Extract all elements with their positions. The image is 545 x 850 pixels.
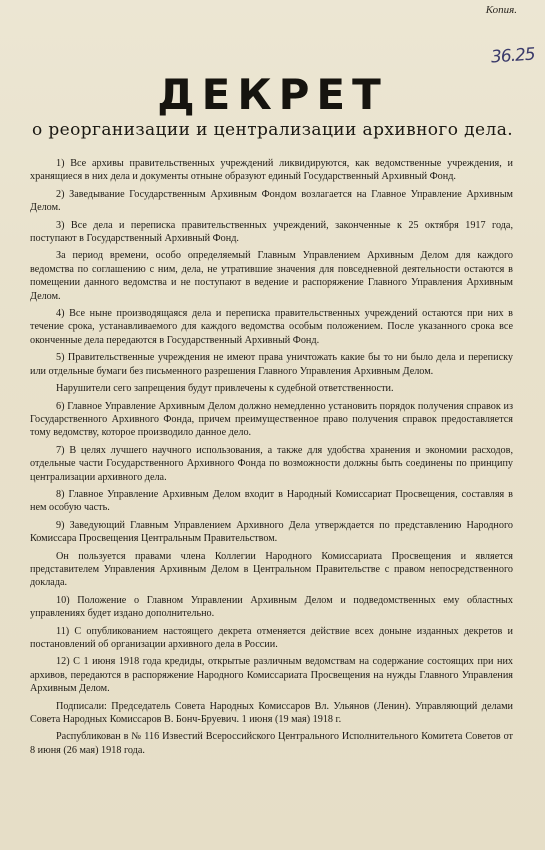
paragraph-9-continuation: Он пользуется правами члена Коллегии Народного Комиссариата Просвещения и является представителем Управления Архивным Делом в Центральном Правительстве с правом непосредственного доклада. [30, 550, 513, 589]
paragraph-10: 10) Положение о Главном Управлении Архивным Делом и подведомственных ему областных управлениях будет издано дополнительно. [30, 594, 513, 620]
paragraph-3: 3) Все дела и переписка правительственных учреждений, законченные к 25 октября 1917 года, поступают в Государственный Архивный Фонд. [30, 219, 513, 245]
paragraph-11: 11) С опубликованием настоящего декрета отменяется действие всех доныне изданных декретов и постановлений об организации архивного дела в России. [30, 625, 513, 650]
copy-mark: Копия. [485, 4, 517, 16]
decree-subtitle: о реорганизации и централизации архивного дела. [31, 120, 514, 140]
paragraph-7: 7) В целях лучшего научного использования, а также для удобства хранения и экономии расходов, отдельные части Государственного Архивного Фонда по возможности должны быть соединены по принципу централизации архивного дела. [30, 444, 513, 483]
decree-body [30, 157, 513, 761]
paragraph-1: 1) Все архивы правительственных учреждений ликвидируются, как ведомственные учреждения, и хранящиеся в них дела и документы отныне образуют единый Государственный Архивный Фонд. [30, 158, 513, 183]
paragraph-9: 9) Заведующий Главным Управлением Архивного Дела утверждается по представлению Народного Комиссара Просвещения Центральным Правительством. [30, 519, 513, 545]
paragraph-2: 2) Заведывание Государственным Архивным Фондом возлагается на Главное Управление Архивным Делом. [30, 188, 513, 214]
decree-title: ДЕКРЕТ [157, 70, 388, 119]
paragraph-5-penalty: Нарушители сего запрещения будут привлечены к судебной ответственности. [56, 383, 394, 395]
paragraph-3-continuation: За период времени, особо определяемый Главным Управлением Архивным Делом для каждого ведомства по соглашению с ним, дела, не утратившие значения для повседневной деятельности остаются в помещении данного ведомства и не поступают в ведение и распоряжение Главного Управления Архивным Делом. [30, 250, 513, 302]
paragraph-5: 5) Правительственные учреждения не имеют права уничтожать какие бы то ни было дела и переписку или отдельные бумаги без письменного разрешения Главного Управления Архивным Делом. [30, 352, 513, 377]
paragraph-12: 12) С 1 июня 1918 года кредиды, открытые различным ведомствам на содержание состоящих при них архивов, передаются в распоряжение Народного Комиссариата Просвещения на нужды Главного Управления Архивным Делом. [30, 656, 513, 695]
publication-note: Распубликован в № 116 Известий Всероссийского Центрального Исполнительного Комитета Советов от 8 июня (26 мая) 1918 года. [30, 731, 513, 756]
signatures: Подписали: Председатель Совета Народных Комиссаров Вл. Ульянов (Ленин). Управляющий делами Совета Народных Комиссаров В. Бонч-Бруевич. 1 июня (19 мая) 1918 г. [30, 700, 513, 726]
handwritten-archive-number: 36.25 [490, 44, 536, 68]
paragraph-8: 8) Главное Управление Архивным Делом входит в Народный Комиссариат Просвещения, составляя в нем особую часть. [30, 488, 513, 514]
paragraph-6: 6) Главное Управление Архивным Делом должно немедленно установить порядок получения справок из Государственного Архивного Фонда, причем преимущественное право получения справок предоставляется тому ведомству, которое производило данное дело. [30, 400, 513, 439]
paragraph-4: 4) Все ныне производящаяся дела и переписка правительственных учреждений остаются при них в течение срока, устанавливаемого для каждого ведомства особым положением. После указанного срока все оконченные дела передаются в Государственный Архивный Фонд. [30, 308, 513, 346]
